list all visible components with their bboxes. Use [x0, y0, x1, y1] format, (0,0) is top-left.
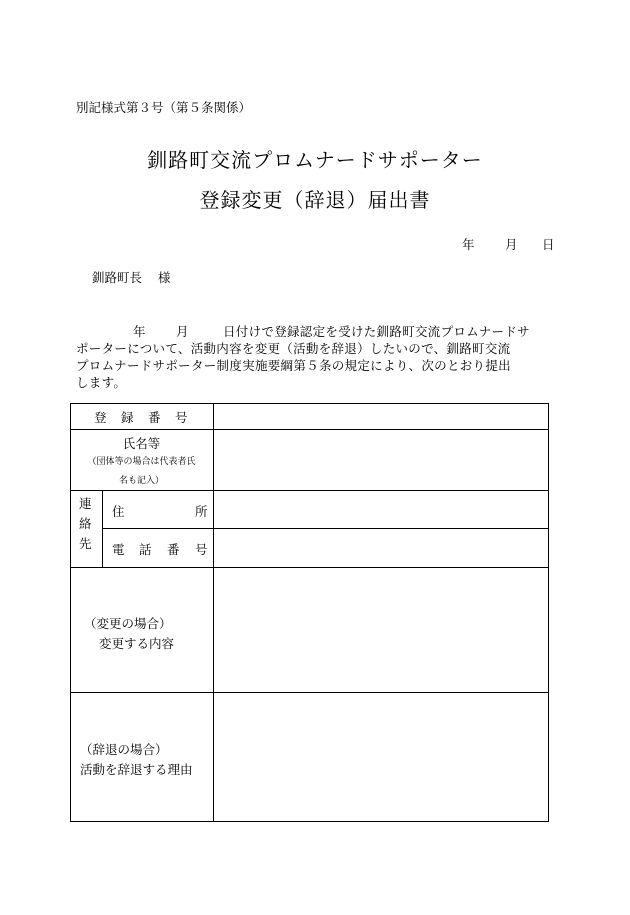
name-note-line2: 名も記入）	[118, 476, 164, 486]
change-label-line1: （変更の場合）	[84, 616, 172, 631]
phone-char-3: 番	[167, 542, 180, 557]
document-title-line1: 釧路町交流プロムナードサポーター	[147, 148, 483, 172]
date-day: 日	[542, 237, 555, 252]
addressee-honorific: 様	[158, 270, 171, 285]
contact-char-3: 先	[79, 536, 92, 551]
body-line-3: プロムナードサポーター制度実施要綱第５条の規定により、次のとおり提出	[76, 358, 511, 373]
form-reference: 別記様式第３号（第５条関係）	[76, 100, 252, 115]
registration-number-field[interactable]	[214, 404, 548, 429]
body-line-4: します。	[76, 375, 127, 390]
addressee-name: 釧路町長	[92, 270, 143, 285]
body-line1-text: 日付けで登録認定を受けた釧路町交流プロムナードサ	[223, 324, 530, 339]
document-title-line2: 登録変更（辞退）届出書	[199, 188, 431, 212]
phone-char-2: 話	[139, 542, 152, 557]
address-char-2: 所	[195, 504, 208, 519]
date-year: 年	[462, 237, 475, 252]
withdraw-reason-field[interactable]	[214, 693, 548, 821]
change-content-field[interactable]	[214, 568, 548, 692]
phone-char-1: 電	[112, 542, 125, 557]
body-year: 年	[133, 324, 146, 339]
withdraw-label-line2: 活動を辞退する理由	[80, 762, 193, 777]
body-month: 月	[176, 324, 189, 339]
date-month: 月	[505, 237, 518, 252]
contact-char-2: 絡	[79, 516, 92, 531]
body-line-1	[0, 322, 630, 339]
withdraw-label-line1: （辞退の場合）	[80, 742, 168, 757]
table-border-bottom	[70, 821, 549, 822]
reg-char-4: 号	[175, 410, 188, 425]
reg-char-3: 番	[148, 410, 161, 425]
phone-char-4: 号	[195, 542, 208, 557]
contact-char-1: 連	[79, 496, 92, 511]
name-label: 氏名等	[122, 436, 161, 451]
contact-column-divider	[102, 490, 103, 567]
reg-char-2: 録	[121, 410, 134, 425]
name-field[interactable]	[214, 430, 548, 490]
body-line-2: ポーターについて、活動内容を変更（活動を辞退）したいので、釧路町交流	[76, 341, 511, 356]
address-char-1: 住	[112, 504, 125, 519]
phone-field[interactable]	[214, 529, 548, 567]
change-label-line2: 変更する内容	[99, 636, 175, 651]
table-border-right	[548, 403, 549, 822]
address-field[interactable]	[214, 491, 548, 528]
reg-char-1: 登	[94, 410, 107, 425]
name-note-line1: （団体等の場合は代表者氏	[87, 457, 196, 467]
